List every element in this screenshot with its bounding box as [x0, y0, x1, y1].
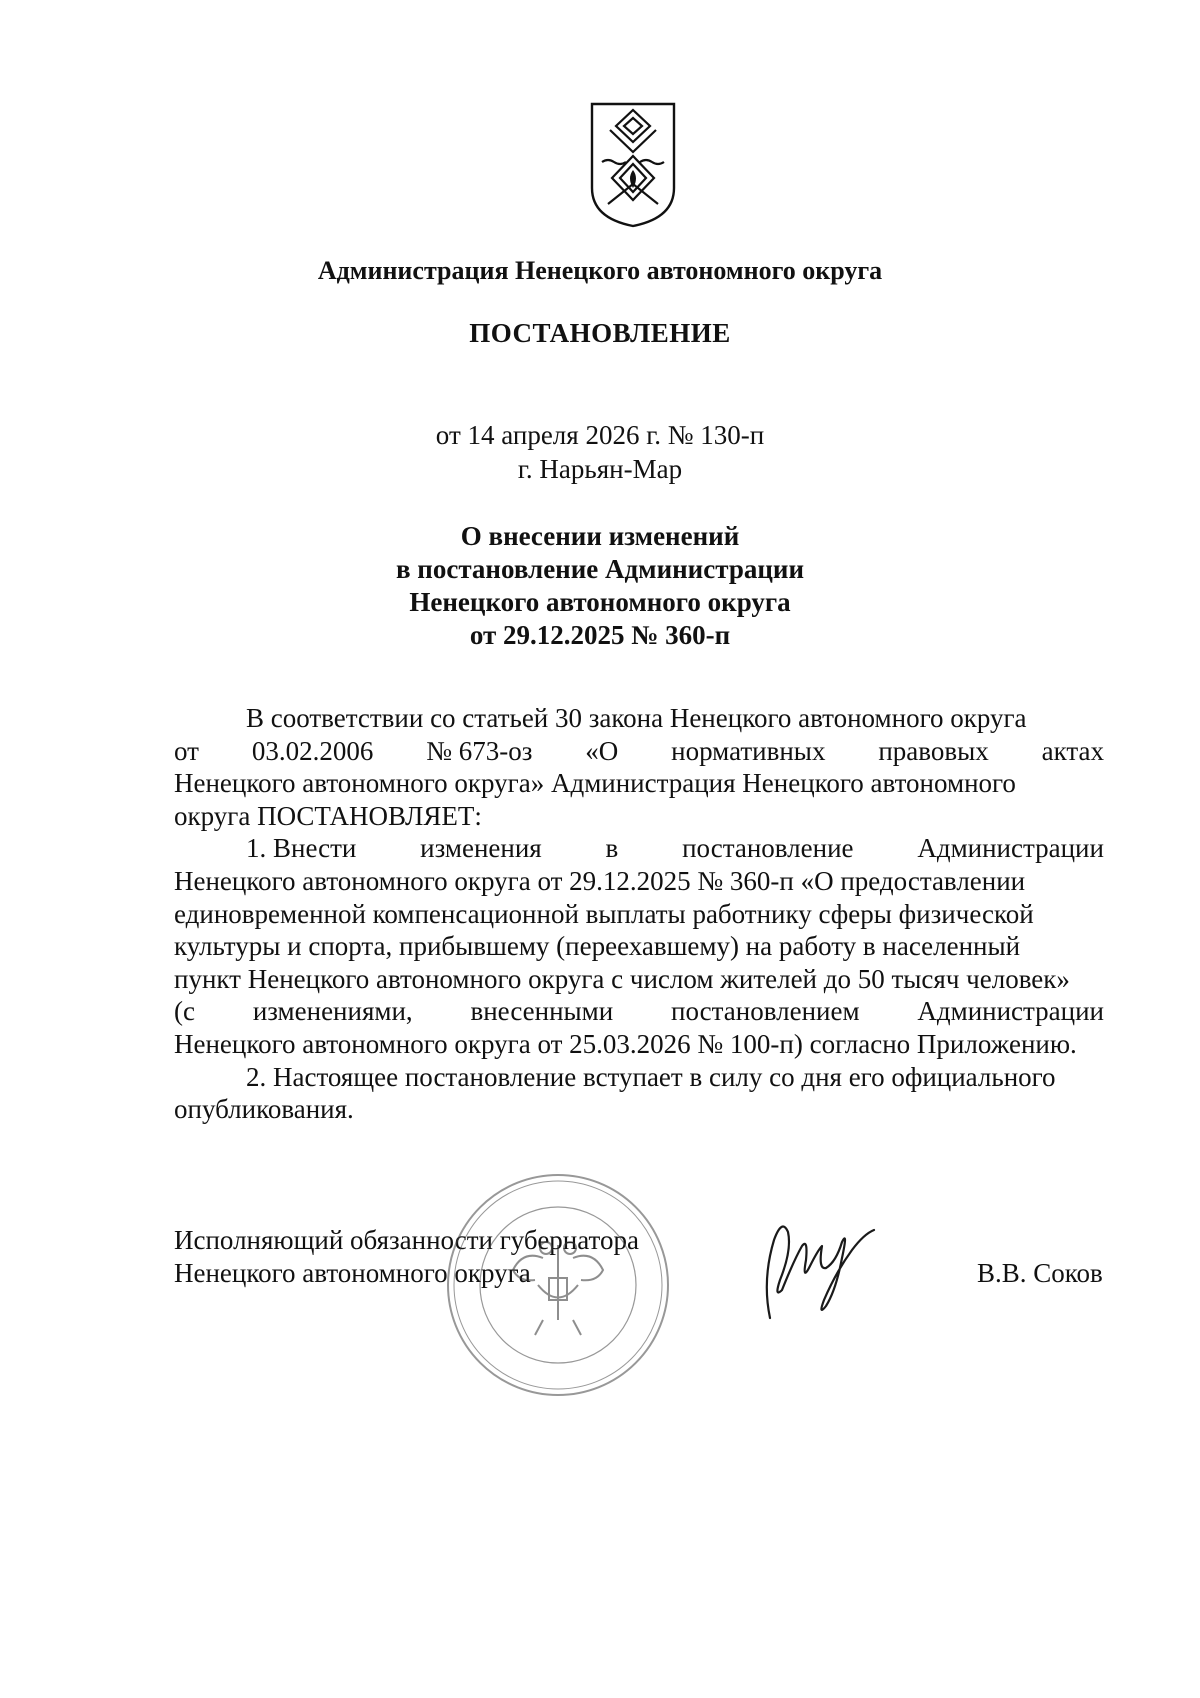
body-line: 2. Настоящее постановление вступает в силу со дня его официального: [246, 1061, 1056, 1092]
city: г. Нарьян-Мар: [517, 454, 683, 484]
body-line: Ненецкого автономного округа от 29.12.2025 № 360-п «О предоставлении: [174, 865, 1026, 896]
body-line: округа ПОСТАНОВЛЯЕТ:: [174, 800, 482, 831]
subject-line: в постановление Администрации: [395, 554, 805, 584]
body-line-justified: от 03.02.2006 № 673-оз «О нормативных правовых актах: [174, 735, 1104, 766]
body-line-justified: 1. Внести изменения в постановление Администрации: [246, 833, 1104, 864]
document-body: [174, 702, 1104, 1126]
signatory-title-line: Исполняющий обязанности губернатора: [174, 1225, 639, 1255]
body-line-justified: (с изменениями, внесенными постановлением Администрации: [174, 996, 1104, 1027]
subject-line: О внесении изменений: [460, 521, 740, 551]
body-line: пункт Ненецкого автономного округа с числом жителей до 50 тысяч человек»: [174, 963, 1070, 994]
document-type: ПОСТАНОВЛЕНИЕ: [469, 318, 731, 348]
body-line: Ненецкого автономного округа» Администрация Ненецкого автономного: [174, 768, 1016, 799]
signatory-title-line: Ненецкого автономного округа: [174, 1258, 531, 1288]
subject-line: Ненецкого автономного округа: [409, 587, 791, 617]
subject-line: от 29.12.2025 № 360-п: [469, 620, 731, 650]
body-line: Ненецкого автономного округа от 25.03.2026 № 100-п) согласно Приложению.: [174, 1028, 1077, 1059]
organization-name: Администрация Ненецкого автономного округа: [317, 256, 883, 285]
body-line: культуры и спорта, прибывшему (переехавшему) на работу в населенный: [174, 931, 1021, 962]
body-line: В соответствии со статьей 30 закона Ненецкого автономного округа: [246, 703, 1027, 733]
handwritten-signature: [752, 1210, 882, 1322]
body-line: единовременной компенсационной выплаты работнику сферы физической: [174, 898, 1034, 929]
body-line: опубликования.: [174, 1094, 354, 1125]
signatory-name: В.В. Соков: [977, 1258, 1103, 1288]
official-seal-icon: [443, 1170, 673, 1400]
date-number-line: от 14 апреля 2026 г. № 130-п: [435, 420, 765, 450]
coat-of-arms-icon: [588, 100, 678, 228]
document-subject: [0, 520, 1200, 652]
